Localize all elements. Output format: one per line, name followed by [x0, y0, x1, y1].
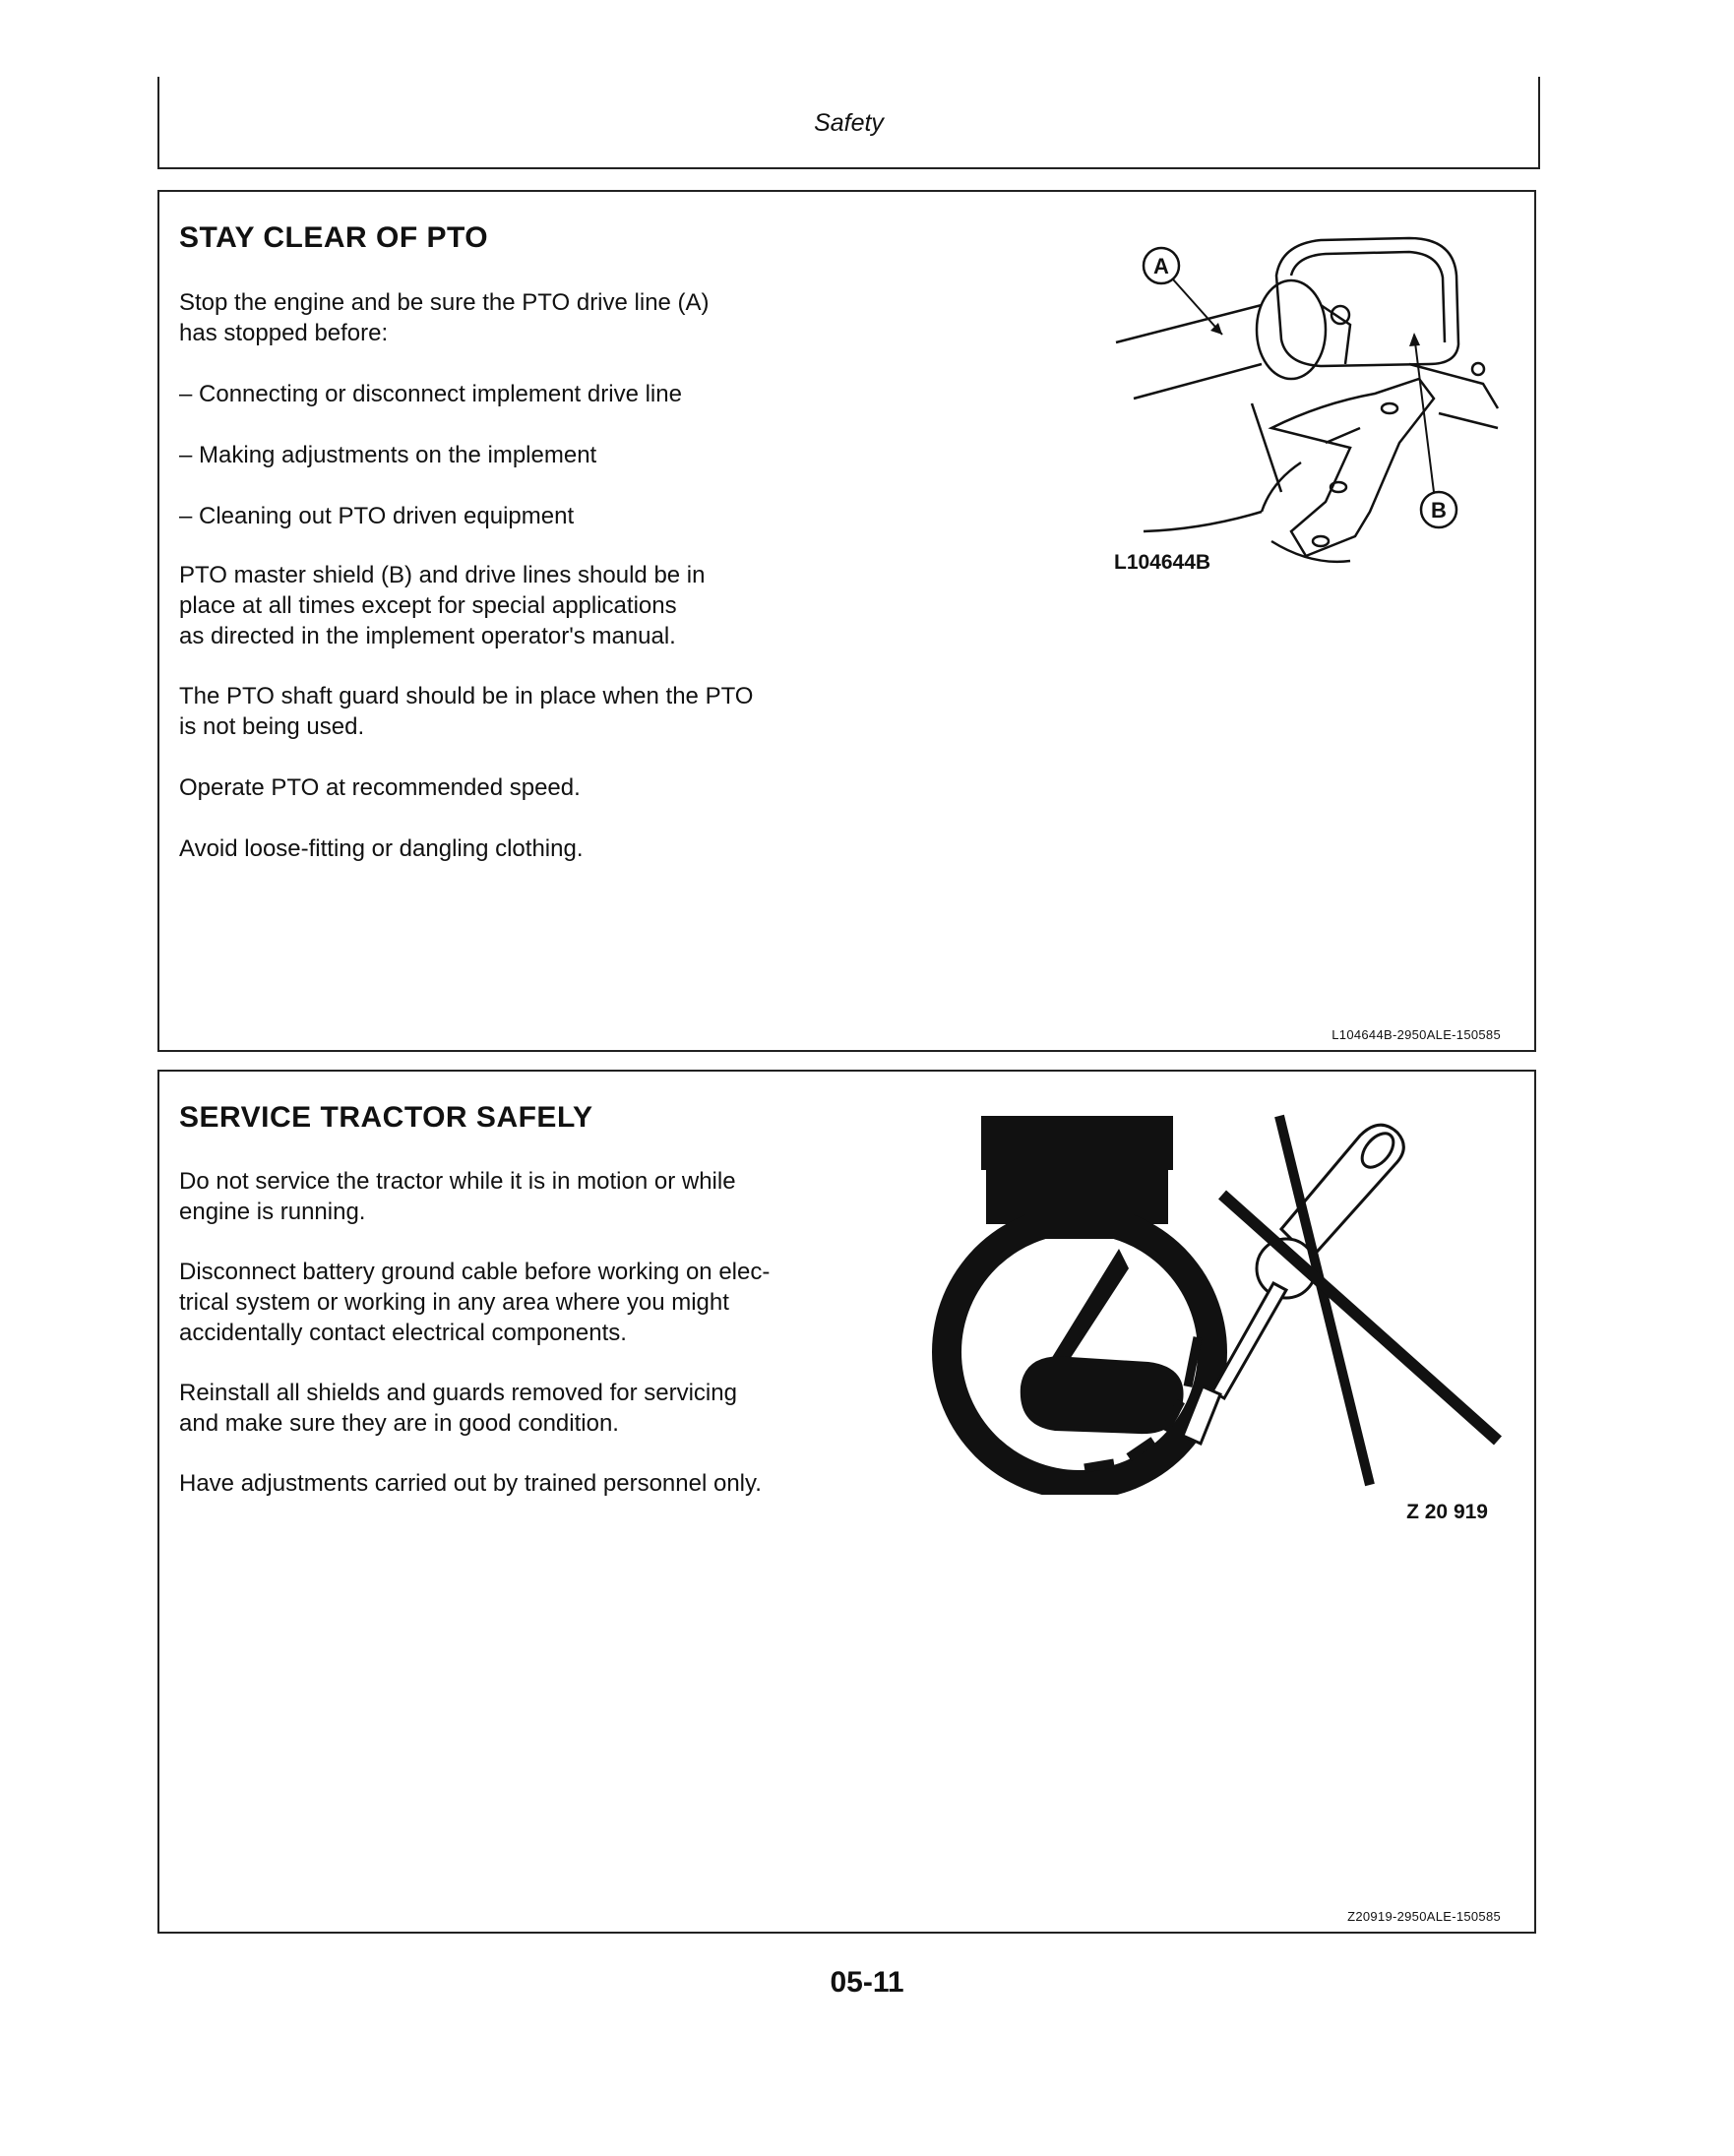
- page-number: 05-11: [830, 1966, 904, 1999]
- section-title: SERVICE TRACTOR SAFELY: [179, 1101, 593, 1134]
- header-title: Safety: [814, 109, 884, 137]
- paragraph: Reinstall all shields and guards removed for servicing and make sure they are in good condition.: [179, 1380, 737, 1437]
- pto-illustration: [1114, 216, 1508, 581]
- service-illustration: [907, 1091, 1517, 1523]
- bullet-item: – Cleaning out PTO driven equipment: [179, 503, 575, 529]
- paragraph: Disconnect battery ground cable before working on elec- trical system or working in any area where you might accidentally contact electrical components.: [179, 1259, 771, 1346]
- paragraph: Avoid loose-fitting or dangling clothing.: [179, 835, 584, 862]
- section-stay-clear-of-pto: [157, 190, 1536, 1052]
- paragraph: Operate PTO at recommended speed.: [179, 774, 581, 801]
- bullet-item: – Making adjustments on the implement: [179, 442, 597, 468]
- reference-code: Z20919-2950ALE-150585: [1347, 1909, 1501, 1924]
- section-service-tractor-safely: [157, 1070, 1536, 1934]
- paragraph: Stop the engine and be sure the PTO drive line (A) has stopped before:: [179, 289, 710, 346]
- pto-drawing: [1114, 216, 1508, 581]
- paragraph: Do not service the tractor while it is in motion or while engine is running.: [179, 1168, 736, 1225]
- callout-a: A: [1153, 254, 1169, 278]
- figure-id: L104644B: [1114, 551, 1211, 574]
- figure-id: Z 20 919: [1406, 1501, 1488, 1523]
- paragraph: PTO master shield (B) and drive lines should be in place at all times except for special applications as directed in the implement operator's manual.: [179, 562, 706, 649]
- reference-code: L104644B-2950ALE-150585: [1331, 1027, 1501, 1042]
- paragraph: The PTO shaft guard should be in place when the PTO is not being used.: [179, 683, 754, 740]
- callout-b: B: [1431, 498, 1447, 523]
- paragraph: Have adjustments carried out by trained personnel only.: [179, 1470, 762, 1497]
- page-header: [157, 77, 1540, 169]
- service-warning-drawing: [907, 1091, 1517, 1495]
- section-title: STAY CLEAR OF PTO: [179, 221, 489, 254]
- bullet-item: – Connecting or disconnect implement drive line: [179, 381, 682, 407]
